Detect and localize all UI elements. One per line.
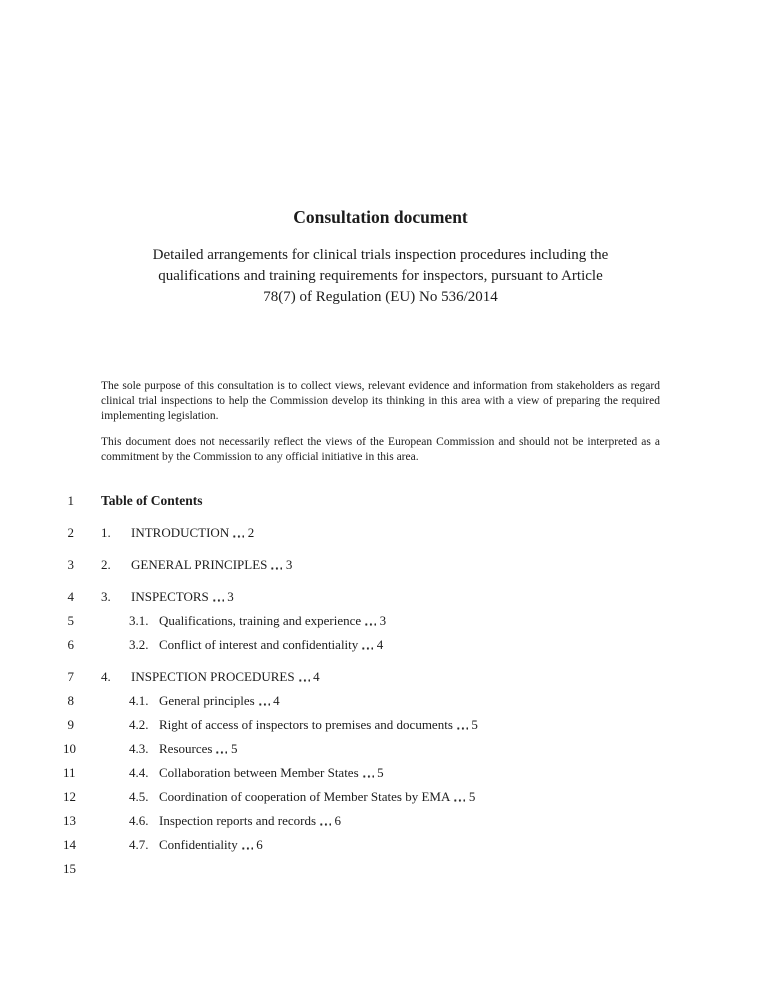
line-number: 2 — [67, 525, 74, 541]
toc-entry-page: 3 — [379, 613, 387, 629]
toc-entry-page: 4 — [376, 637, 384, 653]
dot-leader — [364, 611, 376, 631]
toc-entry-title: Resources — [159, 741, 213, 757]
line-number: 1 — [67, 493, 74, 509]
toc-entry-list — [63, 523, 656, 855]
toc-entry-page: 6 — [256, 837, 263, 853]
toc-entry-number: 4.6. — [129, 813, 149, 829]
toc-entry-number: 3.1. — [129, 613, 149, 629]
toc-entry-title: GENERAL PRINCIPLES — [131, 557, 268, 573]
toc-entry-number: 1. — [101, 525, 111, 541]
line-number: 5 — [67, 613, 74, 629]
toc-entry — [63, 611, 656, 631]
toc-entry-page: 4 — [313, 669, 320, 685]
dot-leader — [453, 787, 465, 807]
toc-entry-title: General principles — [159, 693, 255, 709]
toc-entry — [63, 587, 656, 607]
toc-entry-title: Coordination of cooperation of Member States by EMA — [159, 789, 451, 805]
toc-entry-title: Qualifications, training and experience — [159, 613, 362, 629]
dot-leader — [232, 523, 244, 543]
toc-entry — [63, 763, 656, 783]
document-content — [101, 0, 660, 465]
consultation-purpose-paragraph: The sole purpose of this consultation is to collect views, relevant evidence and information from stakeholders as regard clinical trial inspections to help the Commission develop its thinking in this area with a view of preparing the required implementing legislation. — [101, 380, 660, 423]
dot-leader — [362, 763, 374, 783]
line-number: 10 — [63, 741, 76, 757]
toc-trailing-row — [63, 859, 656, 879]
line-number: 8 — [67, 693, 74, 709]
toc-entry — [63, 739, 656, 759]
toc-entry-number: 4.3. — [129, 741, 149, 757]
line-number: 15 — [63, 861, 76, 877]
dot-leader — [241, 835, 253, 855]
dot-leader — [298, 667, 310, 687]
dot-leader — [319, 811, 331, 831]
toc-heading: Table of Contents — [101, 493, 203, 509]
toc-entry-title: Conflict of interest and confidentiality — [159, 637, 359, 653]
toc-entry-title: Confidentiality — [159, 837, 238, 853]
line-number: 6 — [67, 637, 74, 653]
toc-entry-title: Right of access of inspectors to premises and documents — [159, 717, 453, 733]
toc-entry-number: 4.2. — [129, 717, 149, 733]
toc-entry — [63, 787, 656, 807]
line-number: 14 — [63, 837, 76, 853]
document-subtitle — [101, 245, 660, 308]
toc-entry-page: 5 — [230, 741, 238, 757]
line-number: 7 — [67, 669, 74, 685]
dot-leader — [258, 691, 270, 711]
toc-entry-title: INSPECTION PROCEDURES — [131, 669, 295, 685]
dot-leader — [212, 587, 224, 607]
toc-entry — [63, 523, 656, 543]
toc-entry-title: INSPECTORS — [131, 589, 209, 605]
toc-entry — [63, 635, 656, 655]
line-number: 9 — [67, 717, 74, 733]
toc-entry — [63, 715, 656, 735]
toc-entry-number: 4.7. — [129, 837, 149, 853]
toc-entry — [63, 835, 656, 855]
toc-entry-number: 4.4. — [129, 765, 149, 781]
toc-entry-number: 4.5. — [129, 789, 149, 805]
toc-entry-page: 5 — [471, 717, 478, 733]
toc-entry-page: 3 — [227, 589, 234, 605]
toc-entry-page: 5 — [468, 789, 476, 805]
line-number: 3 — [67, 557, 74, 573]
dot-leader — [215, 739, 227, 759]
toc-entry-title: Collaboration between Member States — [159, 765, 359, 781]
line-number: 11 — [63, 765, 76, 781]
line-number: 4 — [67, 589, 74, 605]
toc-entry-page: 4 — [273, 693, 280, 709]
toc-entry-page: 2 — [247, 525, 255, 541]
subtitle-line-3: 78(7) of Regulation (EU) No 536/2014 — [263, 289, 498, 305]
table-of-contents — [63, 491, 656, 879]
toc-entry-number: 4. — [101, 669, 111, 685]
toc-entry — [63, 667, 656, 687]
toc-entry-page: 5 — [377, 765, 384, 781]
toc-heading-row — [63, 491, 656, 511]
toc-entry — [63, 691, 656, 711]
subtitle-line-1: Detailed arrangements for clinical trials inspection procedures including the — [152, 247, 609, 263]
dot-leader — [270, 555, 282, 575]
toc-entry-page: 6 — [334, 813, 342, 829]
subtitle-line-2: qualifications and training requirements for inspectors, pursuant to Article — [158, 268, 603, 284]
document-title: Consultation document — [293, 207, 468, 227]
line-number: 12 — [63, 789, 76, 805]
toc-entry-number: 3. — [101, 589, 111, 605]
toc-entry-number: 4.1. — [129, 693, 149, 709]
toc-entry-number: 3.2. — [129, 637, 149, 653]
line-number: 13 — [63, 813, 76, 829]
consultation-notice — [101, 379, 660, 465]
toc-entry — [63, 555, 656, 575]
toc-entry-number: 2. — [101, 557, 111, 573]
toc-entry-page: 3 — [285, 557, 293, 573]
dot-leader — [361, 635, 373, 655]
toc-entry-title: Inspection reports and records — [159, 813, 317, 829]
disclaimer-paragraph: This document does not necessarily reflect the views of the European Commission and should not be interpreted as a commitment by the Commission to any official initiative in this area. — [101, 435, 660, 463]
dot-leader — [456, 715, 468, 735]
toc-entry — [63, 811, 656, 831]
toc-entry-title: INTRODUCTION — [131, 525, 230, 541]
